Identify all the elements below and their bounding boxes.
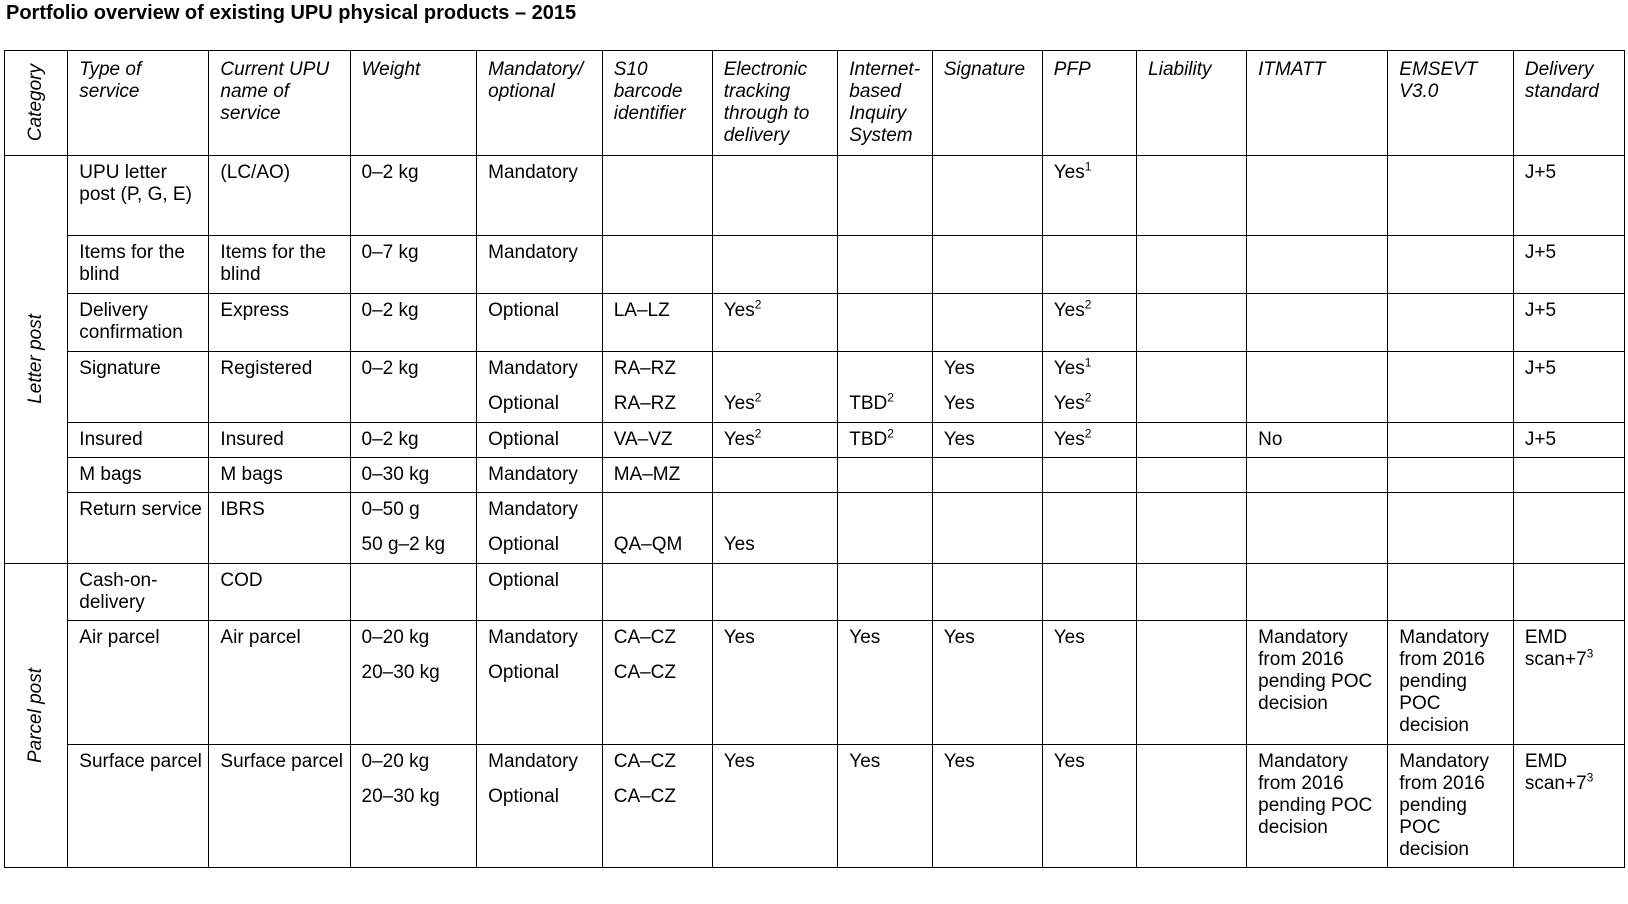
cell-signature: Yes [943, 627, 975, 649]
cell-itmatt: Mandatory from 2016 pending POC decision [1258, 627, 1373, 715]
footnote-ref: 2 [754, 390, 762, 405]
cell-weight [351, 745, 477, 814]
weight-a: 0–20 kg [361, 627, 430, 649]
etrack-b: Yes [723, 534, 755, 555]
cell-etracking: Yes [723, 750, 755, 772]
pfp-value: Yes [1053, 393, 1085, 414]
cell-s10 [603, 352, 712, 421]
cell-type: Surface parcel [79, 750, 202, 772]
weight-a: 0–50 g [361, 499, 420, 520]
cell-pfp [1043, 156, 1136, 190]
table-row [5, 493, 1625, 564]
cell-signature: Yes [943, 750, 975, 772]
footnote-ref: 3 [1586, 770, 1594, 785]
footnote-ref: 2 [1084, 297, 1092, 312]
category-letter-label: Letter post [25, 314, 47, 404]
cell-inquiry [838, 423, 931, 457]
pfp-value: Yes [1053, 358, 1085, 379]
cell-weight: 0–2 kg [361, 429, 419, 450]
category-parcel-label: Parcel post [25, 667, 47, 764]
cell-name: IBRS [220, 499, 265, 520]
cell-type: UPU letter post (P, G, E) [79, 162, 192, 205]
cell-weight: 0–2 kg [361, 162, 419, 183]
cell-mandatory: Optional [488, 300, 559, 321]
mandatory-b: Optional [488, 662, 559, 684]
cell-mandatory [477, 493, 602, 562]
header-inquiry: Internet-based Inquiry System [838, 51, 932, 156]
s10-b: RA–RZ [613, 393, 677, 414]
cell-pfp: Yes [1053, 750, 1085, 772]
weight-b: 20–30 kg [361, 662, 440, 684]
cell-name: Insured [220, 429, 284, 450]
cell-inquiry [838, 352, 931, 421]
table-row [5, 236, 1625, 294]
table-row [5, 564, 1625, 621]
cell-mandatory: Mandatory [488, 464, 578, 485]
s10-a: CA–CZ [613, 750, 677, 772]
cell-delivery: J+5 [1524, 300, 1557, 321]
header-mandatory: Mandatory/ optional [477, 51, 603, 156]
cell-name: Air parcel [220, 627, 301, 649]
cell-delivery: J+5 [1524, 162, 1557, 183]
cell-pfp [1043, 294, 1136, 328]
header-type: Type of service [68, 51, 209, 156]
cell-delivery: J+5 [1524, 358, 1557, 379]
cell-name: Surface parcel [220, 750, 343, 772]
delivery-value: EMD scan+7 [1524, 750, 1587, 794]
cell-emsevt: Mandatory from 2016 pending POC decision [1399, 750, 1490, 860]
header-name: Current UPU name of service [209, 51, 350, 156]
cell-s10: VA–VZ [613, 429, 673, 450]
etrack-a [724, 499, 832, 534]
cell-name: Registered [220, 358, 313, 379]
pfp-a [1053, 355, 1130, 393]
cell-type: Return service [79, 499, 202, 520]
cell-type: Cash-on-delivery [79, 570, 158, 613]
header-pfp: PFP [1042, 51, 1136, 156]
cell-mandatory [477, 352, 602, 421]
footnote-ref: 2 [1084, 426, 1092, 441]
cell-mandatory: Mandatory [488, 242, 578, 263]
header-weight: Weight [350, 51, 477, 156]
cell-inquiry: Yes [849, 627, 881, 649]
etrack-a [724, 358, 832, 393]
header-etracking: Electronic tracking through to delivery [712, 51, 838, 156]
cell-type: M bags [79, 464, 142, 485]
header-row [5, 51, 1625, 156]
cell-delivery [1514, 621, 1624, 677]
cell-weight: 0–2 kg [361, 300, 419, 321]
cell-weight: 0–2 kg [361, 358, 419, 379]
s10-b: QA–QM [613, 534, 683, 555]
cell-s10 [603, 493, 712, 562]
s10-a [614, 499, 706, 534]
cell-type: Air parcel [79, 627, 160, 649]
etrack-value: Yes [723, 429, 755, 450]
mandatory-a: Mandatory [488, 750, 578, 772]
cell-name: (LC/AO) [220, 162, 291, 183]
header-itmatt: ITMATT [1247, 51, 1388, 156]
cell-signature: Yes [943, 429, 975, 450]
cell-weight: 0–30 kg [361, 464, 430, 485]
cell-s10 [603, 621, 712, 690]
table-row [5, 156, 1625, 236]
table-row [5, 423, 1625, 458]
table-row [5, 294, 1625, 352]
cell-itmatt: Mandatory from 2016 pending POC decision [1258, 750, 1373, 838]
cell-etracking [713, 493, 838, 562]
inquiry-value: TBD [849, 429, 888, 450]
category-letter-post [5, 156, 68, 564]
pfp-value: Yes [1053, 162, 1085, 183]
cell-inquiry: Yes [849, 750, 881, 772]
mandatory-a: Mandatory [488, 627, 578, 649]
cell-emsevt: Mandatory from 2016 pending POC decision [1399, 627, 1490, 737]
header-category-label: Category [25, 64, 47, 142]
cell-weight: 0–7 kg [361, 242, 419, 263]
portfolio-table [4, 50, 1625, 868]
page-title: Portfolio overview of existing UPU physical products – 2015 [6, 2, 577, 24]
inquiry-value: TBD [849, 393, 888, 414]
header-delivery: Delivery standard [1513, 51, 1624, 156]
cell-s10: MA–MZ [613, 464, 681, 485]
cell-signature [933, 352, 1042, 421]
cell-mandatory [477, 621, 602, 690]
etrack-b [723, 390, 832, 415]
cell-pfp [1043, 352, 1136, 421]
s10-b: CA–CZ [613, 662, 677, 684]
table-row [5, 458, 1625, 493]
etrack-value: Yes [723, 393, 755, 414]
footnote-ref: 1 [1084, 159, 1092, 174]
cell-itmatt: No [1258, 429, 1283, 450]
weight-b: 20–30 kg [361, 785, 440, 807]
cell-mandatory: Optional [488, 429, 559, 450]
header-emsevt: EMSEVT V3.0 [1388, 51, 1514, 156]
cell-delivery: J+5 [1524, 242, 1557, 263]
cell-pfp: Yes [1053, 627, 1085, 649]
cell-etracking: Yes [723, 627, 755, 649]
weight-b: 50 g–2 kg [361, 534, 446, 555]
cell-mandatory: Optional [488, 570, 559, 591]
cell-mandatory: Mandatory [488, 162, 578, 183]
cell-type: Signature [79, 358, 161, 379]
cell-weight [351, 621, 477, 690]
header-s10: S10 barcode identifier [602, 51, 712, 156]
table-row [5, 621, 1625, 744]
cell-type: Items for the blind [79, 242, 185, 285]
cell-type: Insured [79, 429, 143, 450]
inquiry-a [849, 358, 925, 393]
mandatory-b: Optional [488, 785, 559, 807]
pfp-b [1053, 390, 1130, 415]
mandatory-b: Optional [488, 534, 559, 555]
cell-mandatory [477, 745, 602, 814]
pfp-value: Yes [1053, 429, 1085, 450]
cell-pfp [1043, 423, 1136, 457]
cell-name: M bags [220, 464, 283, 485]
cell-name: Express [220, 300, 290, 321]
s10-a: CA–CZ [613, 627, 677, 649]
header-category [5, 51, 68, 156]
cell-delivery [1514, 745, 1624, 801]
footnote-ref: 2 [754, 426, 762, 441]
footnote-ref: 2 [1084, 390, 1092, 405]
footnote-ref: 2 [887, 426, 894, 441]
inquiry-b [849, 390, 925, 415]
cell-s10 [603, 745, 712, 814]
sig-b: Yes [943, 393, 975, 414]
footnote-ref: 1 [1084, 355, 1092, 370]
footnote-ref: 3 [1586, 646, 1594, 661]
cell-name: COD [220, 570, 263, 591]
cell-etracking [713, 294, 838, 328]
mandatory-a: Mandatory [488, 499, 578, 520]
s10-b: CA–CZ [613, 785, 677, 807]
cell-name: Items for the blind [220, 242, 327, 285]
footnote-ref: 2 [754, 297, 762, 312]
header-signature: Signature [932, 51, 1042, 156]
cell-delivery: J+5 [1524, 429, 1557, 450]
mandatory-a: Mandatory [488, 358, 578, 379]
cell-type: Delivery confirmation [79, 300, 183, 343]
header-liability: Liability [1137, 51, 1247, 156]
cell-etracking [713, 352, 838, 421]
mandatory-b: Optional [488, 393, 559, 414]
delivery-value: EMD scan+7 [1524, 627, 1587, 671]
s10-a: RA–RZ [613, 358, 677, 379]
table-row [5, 352, 1625, 423]
cell-weight [351, 493, 477, 562]
cell-s10: LA–LZ [613, 300, 670, 321]
pfp-value: Yes [1053, 300, 1085, 321]
footnote-ref: 2 [887, 390, 894, 405]
category-parcel-post [5, 564, 68, 868]
table-row [5, 744, 1625, 867]
cell-etracking [713, 423, 838, 457]
etrack-value: Yes [723, 300, 755, 321]
sig-a: Yes [943, 358, 975, 379]
weight-a: 0–20 kg [361, 750, 430, 772]
